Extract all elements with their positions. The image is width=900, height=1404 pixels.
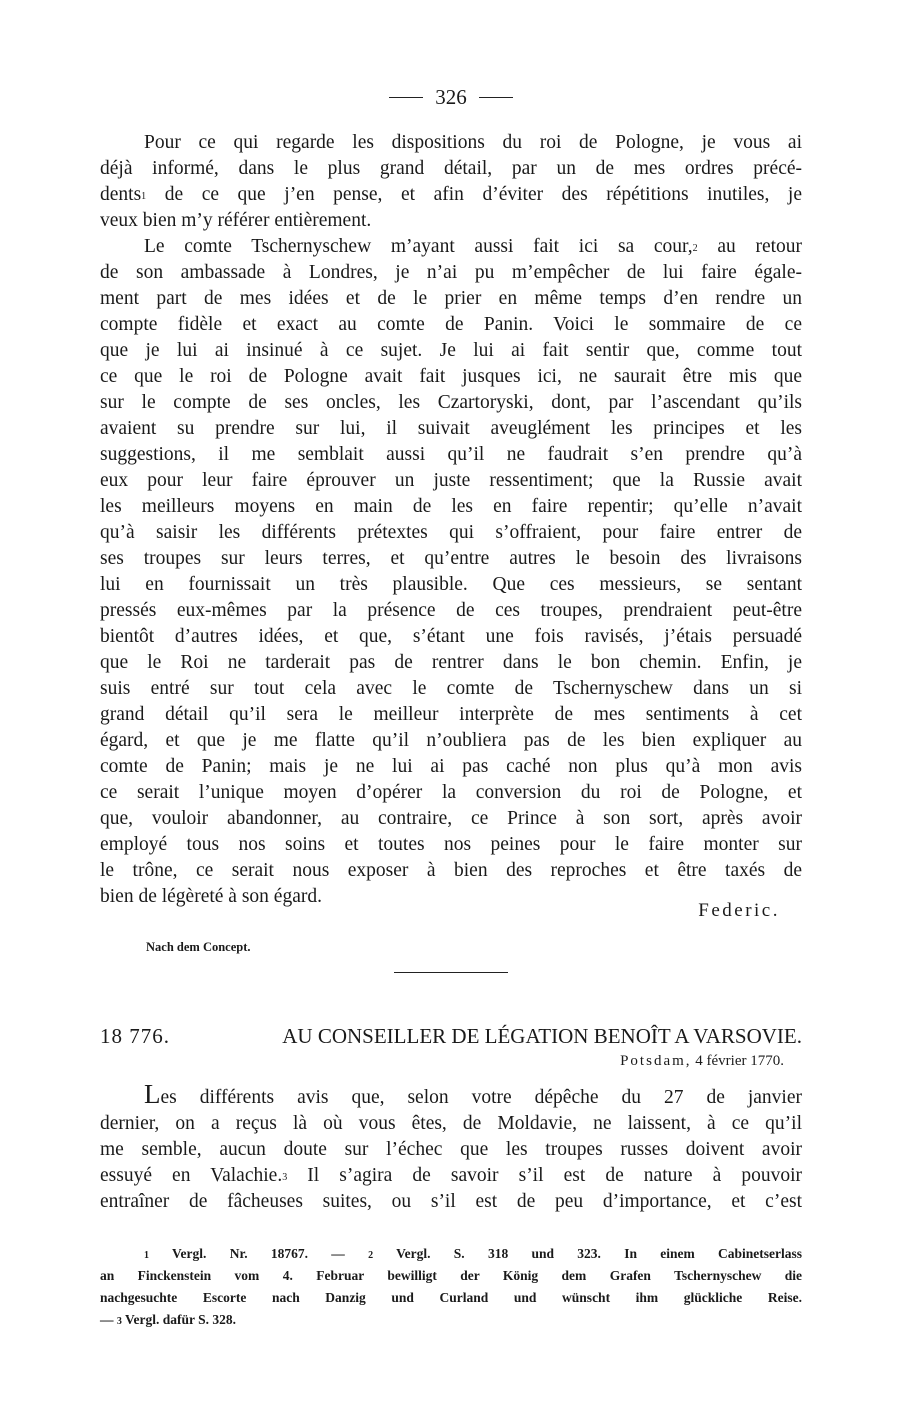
letter-title: AU CONSEILLER DE LÉGATION BENOÎT A VARSOVIE. — [282, 1024, 802, 1048]
letter-date: 4 février 1770. — [695, 1053, 784, 1069]
text-line: ment part de mes idées et de le prier en même temps d’en rendre un — [100, 288, 802, 309]
footnote-marker: 2 — [368, 1250, 374, 1261]
footnote-ref: 1 — [141, 191, 147, 202]
text-line: le trône, ce serait nous exposer à bien des reproches et être taxés de — [100, 860, 802, 881]
text-line: employé tous nos soins et toutes nos peines pour le faire monter sur — [100, 834, 802, 855]
text-fragment: au retour — [717, 236, 803, 257]
footnote-line — [100, 1243, 802, 1265]
text-fragment: dents — [100, 184, 142, 205]
letter-number: 18 776. — [100, 1024, 170, 1048]
text-line: ce serait l’unique moyen d’opérer la conversion du roi de Pologne, et — [100, 782, 802, 803]
footnotes — [100, 1243, 802, 1331]
text-fragment: Il s’agira de savoir s’il est de nature à pouvoir — [307, 1165, 802, 1186]
text-line: suggestions, il me semblait aussi qu’il ne faudrait s’en prendre qu’à — [100, 444, 802, 465]
drop-letter: L — [144, 1079, 161, 1109]
text-line: que le Roi ne tarderait pas de rentrer dans le bon chemin. Enfin, je — [100, 652, 802, 673]
text-line: compte fidèle et exact au comte de Panin. Voici le sommaire de ce — [100, 314, 802, 335]
letter-heading — [100, 1023, 802, 1049]
letter-place: Potsdam, — [620, 1053, 692, 1069]
text-line: veux bien m’y référer entièrement. — [100, 210, 372, 231]
page-header — [100, 80, 802, 114]
text-fragment: es différents avis que, selon votre dépêche du 27 de janvier — [160, 1087, 802, 1108]
text-fragment: Vergl. Nr. 18767. — — [172, 1246, 345, 1261]
text-line — [100, 182, 802, 208]
text-line — [100, 1081, 802, 1111]
text-line: sur le compte de ses oncles, les Czartoryski, dont, par l’ascendant qu’ils — [100, 392, 802, 413]
text-line: dernier, on a reçus là où vous êtes, de Moldavie, ne laissent, à ce qu’il — [100, 1113, 802, 1134]
footnote-line — [100, 1309, 802, 1331]
text-line: eux pour leur faire éprouver un juste ressentiment; que la Russie avait — [100, 470, 802, 491]
footnote-marker: 3 — [116, 1316, 122, 1327]
header-dash-right — [479, 97, 513, 98]
text-line: déjà informé, dans le plus grand détail, par un de mes ordres précé- — [100, 158, 802, 179]
paragraph-2 — [100, 234, 802, 910]
page — [100, 80, 802, 1331]
footnote-line: nachgesuchte Escorte nach Danzig und Curland und wünscht ihm glückliche Reise. — [100, 1290, 802, 1305]
section-divider — [394, 972, 508, 973]
page-number: 326 — [435, 84, 467, 109]
text-line: me semble, aucun doute sur l’échec que les troupes russes doivent avoir — [100, 1139, 802, 1160]
footnote-marker: 1 — [144, 1250, 149, 1261]
text-line: bien de légèreté à son égard. — [100, 886, 322, 907]
text-line: avaient su prendre sur lui, il suivait aveuglément les principes et les — [100, 418, 802, 439]
text-line: comte de Panin; mais je ne lui ai pas caché non plus qu’à mon avis — [100, 756, 802, 777]
text-line: les meilleurs moyens en main de les en faire repentir; qu’elle n’avait — [100, 496, 802, 517]
footnote-line: an Finckenstein vom 4. Februar bewilligt der König dem Grafen Tschernyschew die — [100, 1268, 802, 1283]
text-line: de son ambassade à Londres, je n’ai pu m’empêcher de lui faire égale- — [100, 262, 802, 283]
text-line: ce que le roi de Pologne avait fait jusques ici, ne saurait être mis que — [100, 366, 802, 387]
source-note: Nach dem Concept. — [146, 940, 251, 954]
signature-row — [100, 900, 802, 936]
text-line: bientôt d’autres idées, et que, s’étant une fois ravisés, j’étais persuadé — [100, 626, 802, 647]
text-line: entraîner de fâcheuses suites, ou s’il est de peu d’importance, et c’est — [100, 1191, 802, 1212]
text-line: Pour ce qui regarde les dispositions du roi de Pologne, je vous ai — [144, 132, 802, 153]
text-fragment: essuyé en Valachie. — [100, 1165, 283, 1186]
footnote-ref: 2 — [692, 243, 698, 254]
text-line: pressés eux-mêmes par la présence de ces troupes, prendraient peut-être — [100, 600, 802, 621]
letter-place-date — [100, 1051, 802, 1071]
text-fragment: Le comte Tschernyschew m’ayant aussi fait ici sa cour, — [144, 236, 693, 257]
text-line: lui en fournissait un très plausible. Que ces messieurs, se sentant — [100, 574, 802, 595]
text-fragment: Vergl. dafür S. 328. — [125, 1312, 237, 1327]
text-line: égard, et que je me flatte qu’il n’oubliera pas de les bien expliquer au — [100, 730, 802, 751]
footnote-ref: 3 — [282, 1172, 288, 1183]
signature: Federic. — [698, 900, 780, 921]
text-fragment: de ce que j’en pense, et afin d’éviter des répétitions inutiles, je — [164, 184, 803, 205]
letter-body — [100, 1081, 802, 1215]
paragraph-1 — [100, 130, 802, 234]
text-fragment: Vergl. S. 318 und 323. In einem Cabinetserlass — [396, 1246, 803, 1261]
header-dash-left — [389, 97, 423, 98]
text-fragment: — — [100, 1312, 114, 1327]
text-line — [100, 1163, 802, 1189]
text-line: suis entré sur tout cela avec le comte de Tschernyschew dans un si — [100, 678, 802, 699]
text-line: grand détail qu’il sera le meilleur interprète de mes sentiments à cet — [100, 704, 802, 725]
text-line: qu’à saisir les différents prétextes qui s’offraient, pour faire entrer de — [100, 522, 802, 543]
text-line: que, vouloir abandonner, au contraire, ce Prince à son sort, après avoir — [100, 808, 802, 829]
text-line: que je lui ai insinué à ce sujet. Je lui ai fait sentir que, comme tout — [100, 340, 802, 361]
text-line — [100, 234, 802, 260]
text-line: ses troupes sur leurs terres, et qu’entre autres le besoin des livraisons — [100, 548, 802, 569]
